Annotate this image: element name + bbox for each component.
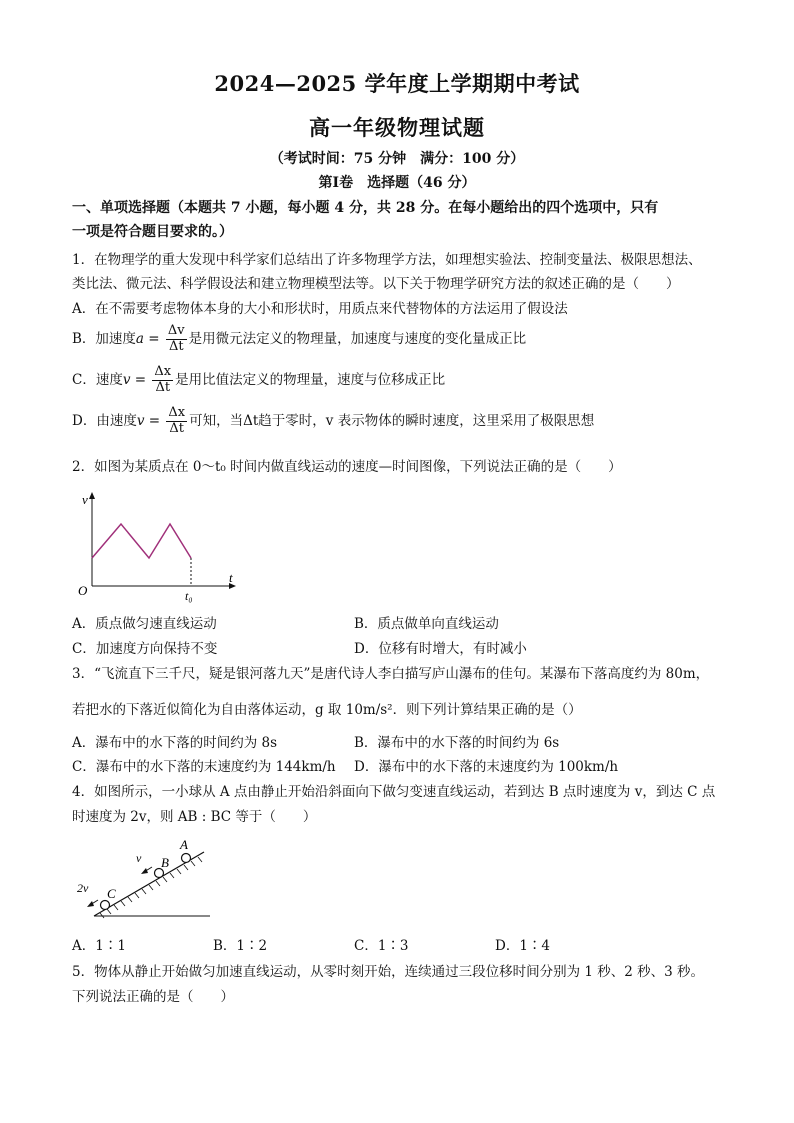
- q1-option-b: B．加速度a = $\frac{\Delta v}{\Delta t}$ 是用微元法定义的物理量，加速度与速度的变化量成正比: [72, 323, 527, 354]
- graph-origin-label: O: [78, 583, 88, 598]
- q4-stem-line2: 时速度为 2v，则 AB : BC 等于（ ）: [72, 809, 317, 825]
- fraction-numerator: Δv: [167, 323, 185, 338]
- section-title: 第Ⅰ卷 选择题（46 分）: [318, 175, 476, 191]
- q4-option-d: D．1∶4: [495, 938, 551, 954]
- q1-option-d-text: 可知，当Δt趋于零时，v 表示物体的瞬时速度，这里采用了极限思想: [189, 412, 595, 429]
- label-c: C: [107, 886, 116, 901]
- q3-option-c: C．瀑布中的水下落的末速度约为 144km/h: [72, 759, 336, 775]
- q1-option-c-fraction: [152, 365, 173, 396]
- q1-stem-line1: 1．在物理学的重大发现中科学家们总结出了许多物理学方法，如理想实验法、控制变量法、极限思想法、: [72, 252, 702, 268]
- q3-option-a: A．瀑布中的水下落的时间约为 8s: [72, 735, 278, 751]
- q2-velocity-time-graph: [72, 488, 252, 608]
- graph-y-arrow: [89, 492, 95, 499]
- q4-option-a: A．1∶1: [72, 938, 126, 954]
- q1-option-c-var: v: [122, 371, 131, 388]
- arrow-2v-head: [87, 901, 94, 907]
- fraction-denominator: Δt: [155, 379, 171, 395]
- graph-t0-label: t₀: [185, 589, 193, 603]
- q4-stem-line1: 4．如图所示，一小球从 A 点由静止开始沿斜面向下做匀变速直线运动，若到达 B 点时速度为 v，到达 C 点: [72, 784, 716, 800]
- q1-stem-line2: 类比法、微元法、科学假设法和建立物理模型法等。以下关于物理学研究方法的叙述正确的是（ ）: [72, 276, 680, 292]
- q1-option-c-text: 是用比值法定义的物理量，速度与位移成正比: [175, 371, 446, 388]
- graph-y-label: v: [82, 492, 88, 507]
- fraction-denominator: Δt: [168, 338, 184, 354]
- q5-stem-line1: 5．物体从静止开始做匀加速直线运动，从零时刻开始，连续通过三段位移时间分别为 1 秒、2 秒、3 秒。: [72, 964, 705, 980]
- q3-option-b: B．瀑布中的水下落的时间约为 6s: [354, 735, 560, 751]
- q2-stem: 2．如图为某质点在 0～t₀ 时间内做直线运动的速度—时间图像，下列说法正确的是（ ）: [72, 459, 622, 475]
- q1-option-a: A．在不需要考虑物体本身的大小和形状时，用质点来代替物体的方法运用了假设法: [72, 301, 568, 317]
- q3-stem-line1: 3．“飞流直下三千尺，疑是银河落九天”是唐代诗人李白描写庐山瀑布的佳句。某瀑布下落高度约为 80m，: [72, 666, 710, 682]
- fraction-denominator: Δt: [169, 420, 185, 436]
- q2-option-c: C．加速度方向保持不变: [72, 641, 218, 657]
- q4-option-b: B．1∶2: [213, 938, 268, 954]
- label-a: A: [180, 837, 188, 852]
- ball-a: [182, 854, 191, 863]
- exam-title: 2024—2025 学年度上学期期中考试: [214, 71, 580, 96]
- q1-option-c-prefix: C．速度: [72, 371, 123, 388]
- q1-option-b-prefix: B．加速度: [72, 330, 136, 347]
- q5-stem-line2: 下列说法正确的是（ ）: [72, 989, 234, 1005]
- q1-option-d: D．由速度v = $\frac{\Delta x}{\Delta t}$ 可知，当Δt趋于零时，v 表示物体的瞬时速度，这里采用了极限思想: [72, 405, 595, 436]
- q1-option-c: C．速度v = $\frac{\Delta x}{\Delta t}$ 是用比值法定义的物理量，速度与位移成正比: [72, 364, 446, 395]
- fraction-numerator: Δx: [154, 364, 172, 379]
- q4-option-c: C．1∶3: [354, 938, 409, 954]
- label-b: B: [161, 855, 169, 870]
- q2-option-d: D．位移有时增大，有时减小: [354, 641, 527, 657]
- graph-x-label: t: [229, 570, 233, 585]
- q3-stem-line2: 若把水的下落近似简化为自由落体运动，g 取 10m/s²．则下列计算结果正确的是（）: [72, 702, 582, 718]
- exam-subtitle: 高一年级物理试题: [309, 115, 485, 140]
- q1-option-b-fraction: [166, 324, 187, 355]
- q1-option-d-prefix: D．由速度: [72, 412, 137, 429]
- exam-info: （考试时间：75 分钟 满分：100 分）: [269, 151, 525, 167]
- fraction-numerator: Δx: [168, 405, 186, 420]
- q1-option-b-var: a: [135, 330, 144, 347]
- q1-option-d-var: v: [136, 412, 145, 429]
- q1-option-d-fraction: [166, 406, 187, 437]
- q2-option-a: A．质点做匀速直线运动: [72, 616, 217, 632]
- label-2v: 2v: [77, 881, 89, 895]
- q2-option-b: B．质点做单向直线运动: [354, 616, 499, 632]
- label-v: v: [136, 851, 142, 865]
- arrow-v-head: [141, 868, 148, 874]
- q4-incline-figure: [72, 834, 222, 924]
- q1-option-b-text: 是用微元法定义的物理量，加速度与速度的变化量成正比: [188, 330, 527, 347]
- part1-heading-line1: 一、单项选择题（本题共 7 小题，每小题 4 分，共 28 分。在每小题给出的四个选项中，只有: [72, 200, 659, 216]
- part1-heading-line2: 一项是符合题目要求的。）: [72, 224, 233, 240]
- velocity-line: [92, 524, 191, 558]
- ball-c: [101, 901, 110, 910]
- q3-option-d: D．瀑布中的水下落的末速度约为 100km/h: [354, 759, 619, 775]
